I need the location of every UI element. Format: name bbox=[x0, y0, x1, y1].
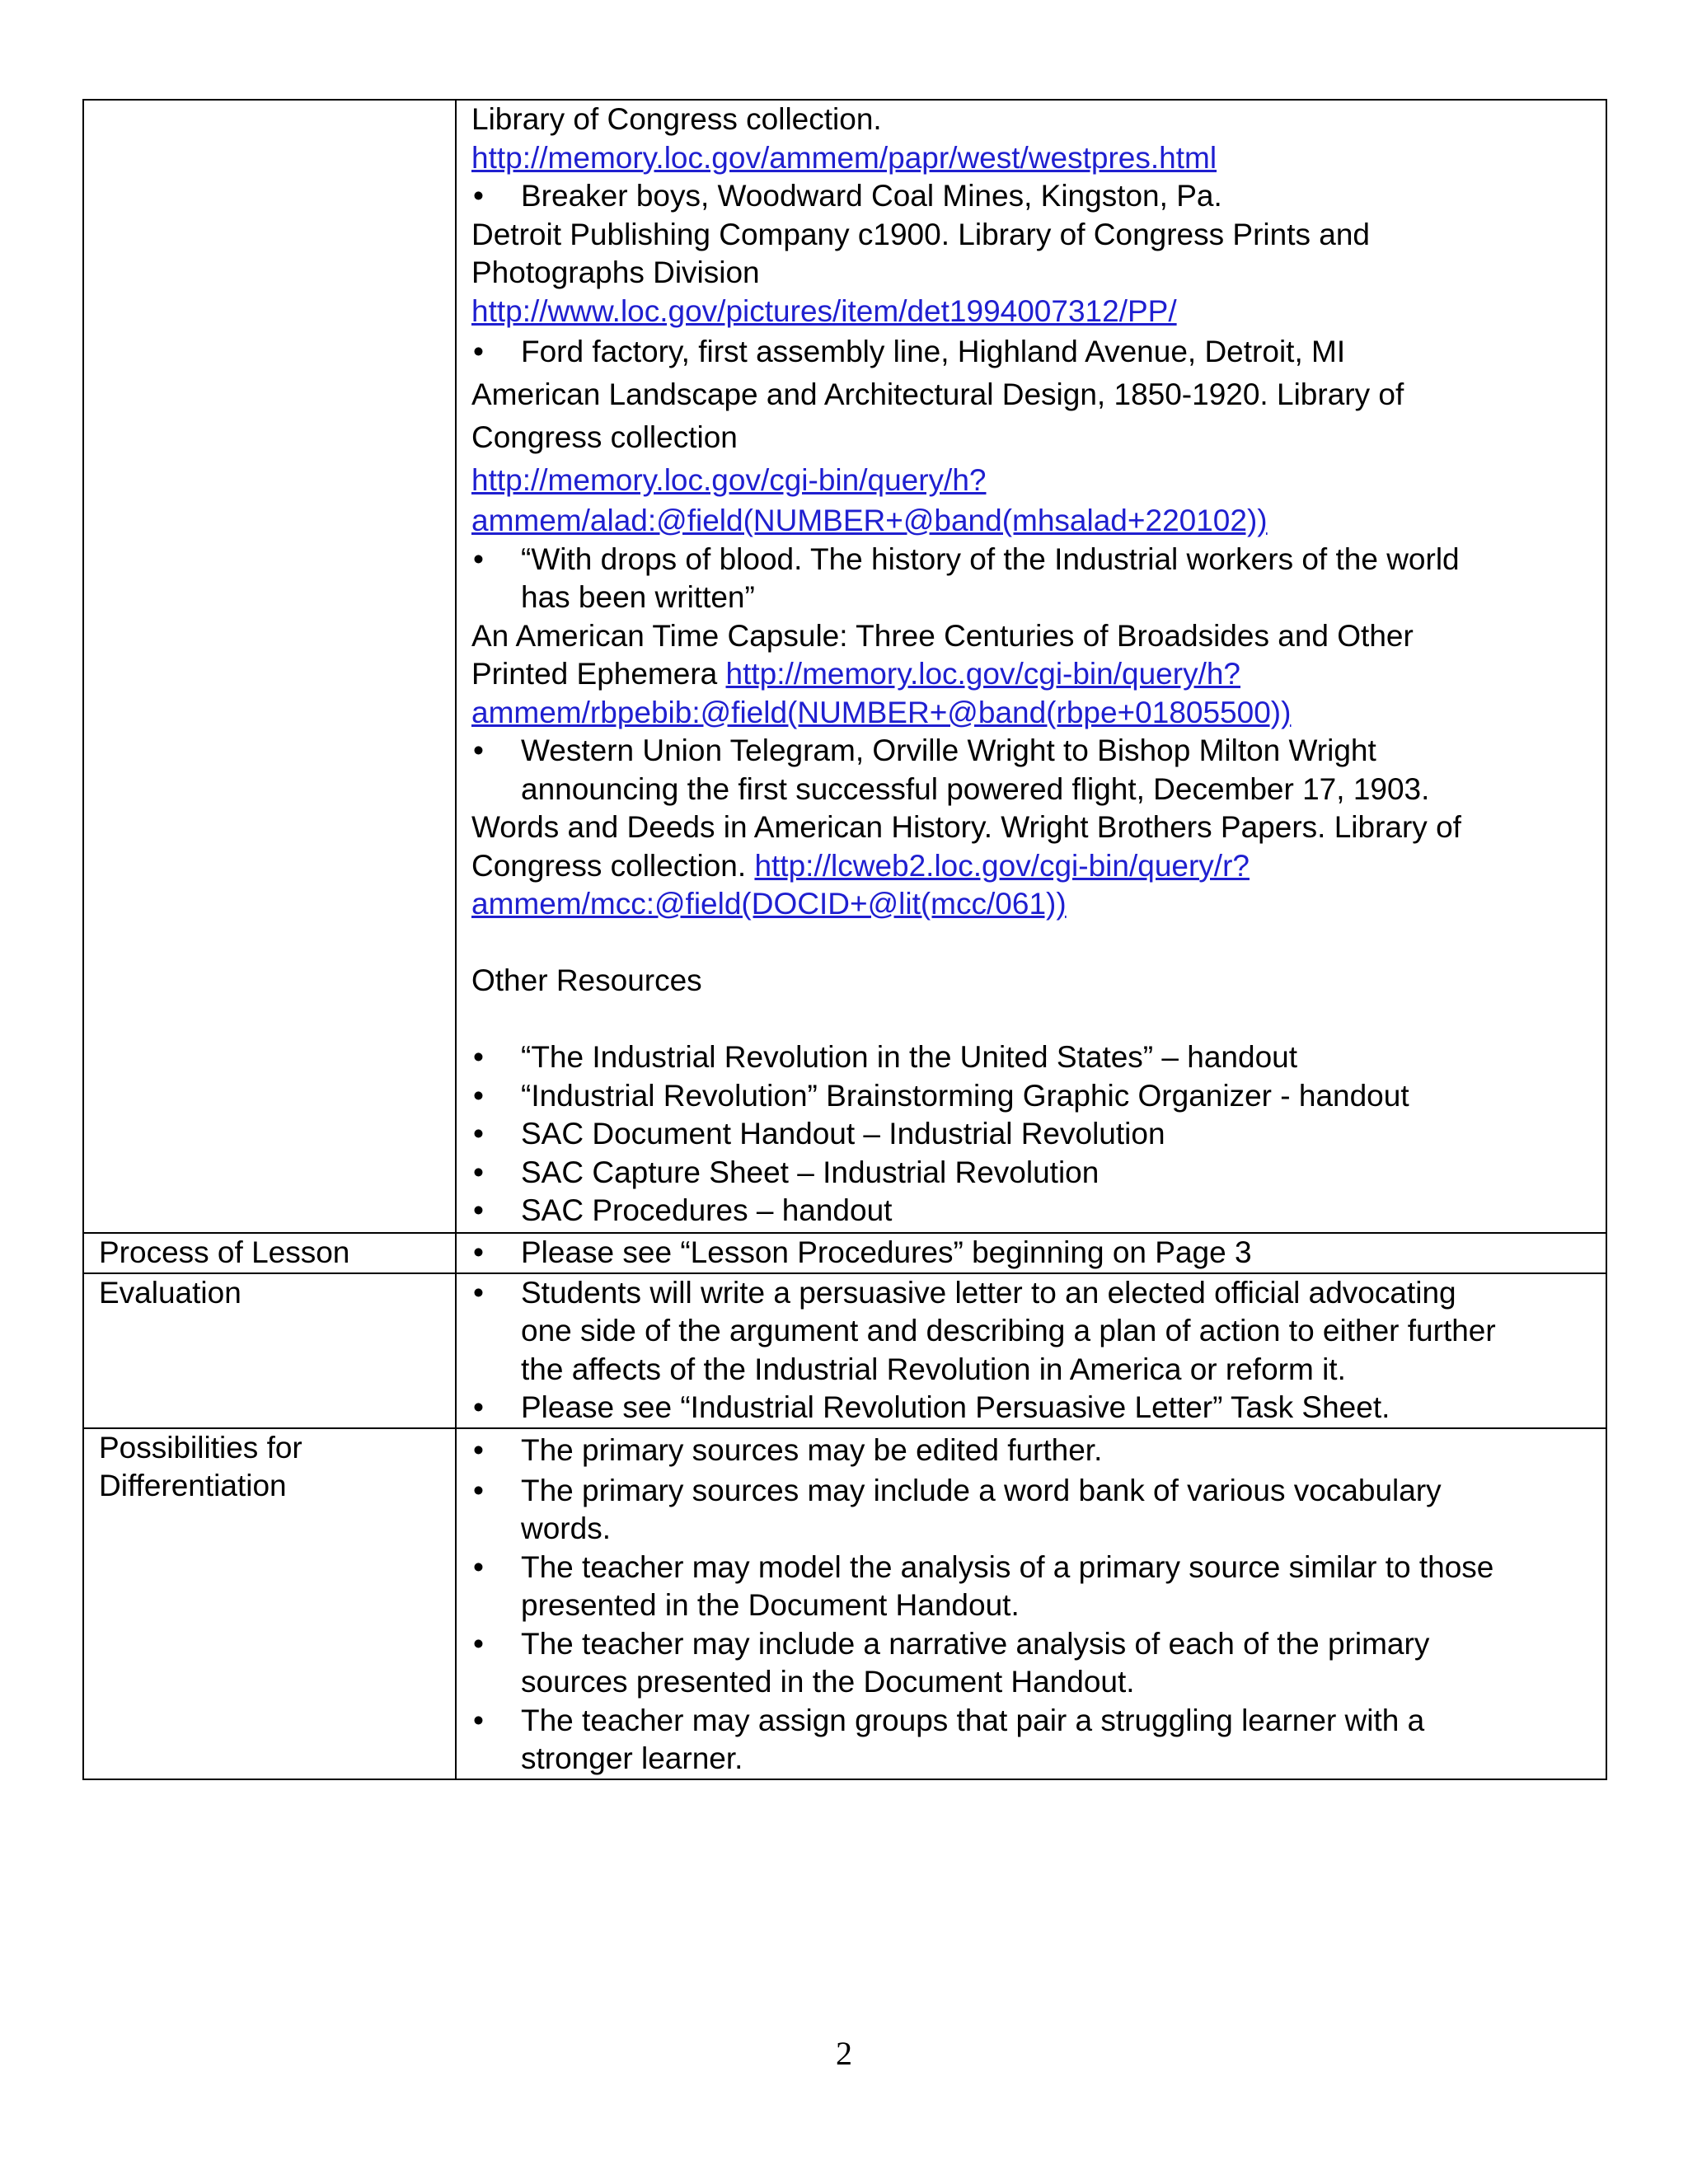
differentiation-text: The teacher may model the analysis of a primary source similar to those bbox=[521, 1549, 1494, 1584]
differentiation-label-continued: Differentiation bbox=[99, 1469, 287, 1502]
bullet-icon: • bbox=[473, 1117, 484, 1151]
source-link[interactable]: http://memory.loc.gov/cgi-bin/query/h? bbox=[471, 463, 987, 497]
bullet-icon: • bbox=[473, 335, 484, 368]
bullet-icon: • bbox=[473, 1626, 484, 1661]
bullet-icon: • bbox=[473, 733, 484, 767]
resources-content-cell bbox=[456, 100, 1606, 1233]
source-link-continued[interactable]: ammem/mcc:@field(DOCID+@lit(mcc/061)) bbox=[471, 887, 1067, 921]
evaluation-label-cell bbox=[83, 1273, 456, 1428]
source-citation: An American Time Capsule: Three Centuries of Broadsides and Other bbox=[471, 618, 1414, 653]
bullet-icon: • bbox=[473, 1549, 484, 1584]
differentiation-label: Possibilities for bbox=[99, 1430, 302, 1465]
process-label: Process of Lesson bbox=[99, 1235, 350, 1269]
bullet-icon: • bbox=[473, 1432, 484, 1467]
source-citation: Photographs Division bbox=[471, 255, 760, 289]
intro-text: Library of Congress collection. bbox=[471, 102, 882, 136]
other-resource-text: SAC Capture Sheet – Industrial Revolution bbox=[521, 1155, 1100, 1189]
process-label-cell bbox=[83, 1233, 456, 1273]
source-item-title-continued: has been written” bbox=[521, 580, 755, 614]
differentiation-content-cell bbox=[456, 1428, 1606, 1779]
source-citation: Congress collection bbox=[471, 420, 738, 454]
source-citation: Detroit Publishing Company c1900. Library of Congress Prints and bbox=[471, 217, 1371, 251]
source-link[interactable]: http://lcweb2.loc.gov/cgi-bin/query/r? bbox=[754, 848, 1250, 883]
source-citation-with-link bbox=[471, 655, 1594, 694]
spacer bbox=[471, 924, 1594, 963]
other-resource-text: SAC Procedures – handout bbox=[521, 1193, 893, 1227]
source-item-ford-factory bbox=[471, 330, 1594, 373]
differentiation-text-continued: sources presented in the Document Handout. bbox=[521, 1665, 1135, 1699]
evaluation-text-continued: the affects of the Industrial Revolution in America or reform it. bbox=[521, 1352, 1346, 1386]
bullet-icon: • bbox=[473, 1193, 484, 1227]
resources-label-cell bbox=[83, 100, 456, 1233]
source-link[interactable]: http://www.loc.gov/pictures/item/det1994007312/PP/ bbox=[471, 293, 1177, 328]
differentiation-text: The teacher may include a narrative analysis of each of the primary bbox=[521, 1626, 1430, 1661]
process-content-cell bbox=[456, 1233, 1606, 1273]
evaluation-label: Evaluation bbox=[99, 1275, 241, 1310]
bullet-icon: • bbox=[473, 1235, 484, 1269]
source-citation-prefix: Printed Ephemera bbox=[471, 657, 726, 691]
differentiation-text-continued: presented in the Document Handout. bbox=[521, 1588, 1020, 1622]
differentiation-text: The primary sources may include a word bank of various vocabulary bbox=[521, 1473, 1442, 1507]
source-item-breaker-boys bbox=[471, 177, 1594, 216]
differentiation-text-continued: words. bbox=[521, 1511, 611, 1545]
other-resource-item bbox=[471, 1038, 1594, 1077]
source-item-wright-telegram bbox=[471, 732, 1594, 808]
bullet-icon: • bbox=[473, 1078, 484, 1113]
differentiation-label-cell bbox=[83, 1428, 456, 1779]
source-citation: Words and Deeds in American History. Wright Brothers Papers. Library of bbox=[471, 810, 1461, 844]
source-item-title: Western Union Telegram, Orville Wright to Bishop Milton Wright bbox=[521, 733, 1376, 767]
other-resource-item bbox=[471, 1115, 1594, 1154]
evaluation-text: Students will write a persuasive letter to an elected official advocating bbox=[521, 1275, 1456, 1310]
source-item-drops-of-blood bbox=[471, 541, 1594, 617]
bullet-icon: • bbox=[473, 1703, 484, 1737]
lesson-plan-table bbox=[82, 99, 1607, 1780]
other-resource-text: “Industrial Revolution” Brainstorming Graphic Organizer - handout bbox=[521, 1078, 1409, 1113]
other-resource-item bbox=[471, 1077, 1594, 1116]
source-item-title: “With drops of blood. The history of the Industrial workers of the world bbox=[521, 541, 1460, 576]
bullet-icon: • bbox=[473, 1473, 484, 1507]
differentiation-text: The teacher may assign groups that pair a struggling learner with a bbox=[521, 1703, 1425, 1737]
source-item-title: Breaker boys, Woodward Coal Mines, Kingston, Pa. bbox=[521, 179, 1222, 213]
source-citation: American Landscape and Architectural Design, 1850-1920. Library of bbox=[471, 377, 1404, 411]
differentiation-row bbox=[83, 1428, 1606, 1779]
evaluation-row bbox=[83, 1273, 1606, 1428]
differentiation-item bbox=[471, 1625, 1594, 1702]
other-resource-item bbox=[471, 1154, 1594, 1193]
differentiation-text: The primary sources may be edited further. bbox=[521, 1432, 1103, 1467]
process-item bbox=[471, 1234, 1594, 1272]
source-link-continued[interactable]: ammem/rbpebib:@field(NUMBER+@band(rbpe+01805500)) bbox=[471, 695, 1292, 729]
source-citation-with-link bbox=[471, 847, 1594, 886]
bullet-icon: • bbox=[473, 179, 484, 213]
evaluation-text-continued: one side of the argument and describing a plan of action to either further bbox=[521, 1314, 1496, 1347]
source-link[interactable]: http://memory.loc.gov/cgi-bin/query/h? bbox=[725, 657, 1240, 691]
bullet-icon: • bbox=[473, 1040, 484, 1074]
evaluation-item bbox=[471, 1389, 1594, 1427]
page-number: 2 bbox=[836, 2035, 852, 2072]
source-citation-prefix: Congress collection. bbox=[471, 848, 755, 883]
evaluation-content-cell bbox=[456, 1273, 1606, 1428]
resources-row bbox=[83, 100, 1606, 1233]
evaluation-text: Please see “Industrial Revolution Persuasive Letter” Task Sheet. bbox=[521, 1390, 1390, 1424]
process-text: Please see “Lesson Procedures” beginning on Page 3 bbox=[521, 1235, 1252, 1269]
other-resource-item bbox=[471, 1192, 1594, 1230]
bullet-icon: • bbox=[473, 1155, 484, 1189]
bullet-icon: • bbox=[473, 541, 484, 576]
other-resources-heading: Other Resources bbox=[471, 963, 702, 997]
evaluation-item bbox=[471, 1274, 1594, 1390]
bullet-icon: • bbox=[473, 1390, 484, 1424]
spacer bbox=[471, 1001, 1594, 1039]
other-resource-text: SAC Document Handout – Industrial Revolution bbox=[521, 1117, 1165, 1151]
differentiation-item bbox=[471, 1702, 1594, 1779]
source-item-title: Ford factory, first assembly line, Highland Avenue, Detroit, MI bbox=[521, 335, 1346, 368]
differentiation-item bbox=[471, 1549, 1594, 1625]
other-resource-text: “The Industrial Revolution in the United States” – handout bbox=[521, 1040, 1298, 1074]
source-item-title-continued: announcing the first successful powered flight, December 17, 1903. bbox=[521, 771, 1430, 806]
bullet-icon: • bbox=[473, 1275, 484, 1310]
process-row bbox=[83, 1233, 1606, 1273]
differentiation-item bbox=[471, 1472, 1594, 1549]
differentiation-item bbox=[471, 1429, 1594, 1472]
differentiation-text-continued: stronger learner. bbox=[521, 1741, 743, 1775]
source-link-continued[interactable]: ammem/alad:@field(NUMBER+@band(mhsalad+220102)) bbox=[471, 504, 1268, 537]
intro-link[interactable]: http://memory.loc.gov/ammem/papr/west/westpres.html bbox=[471, 140, 1217, 175]
